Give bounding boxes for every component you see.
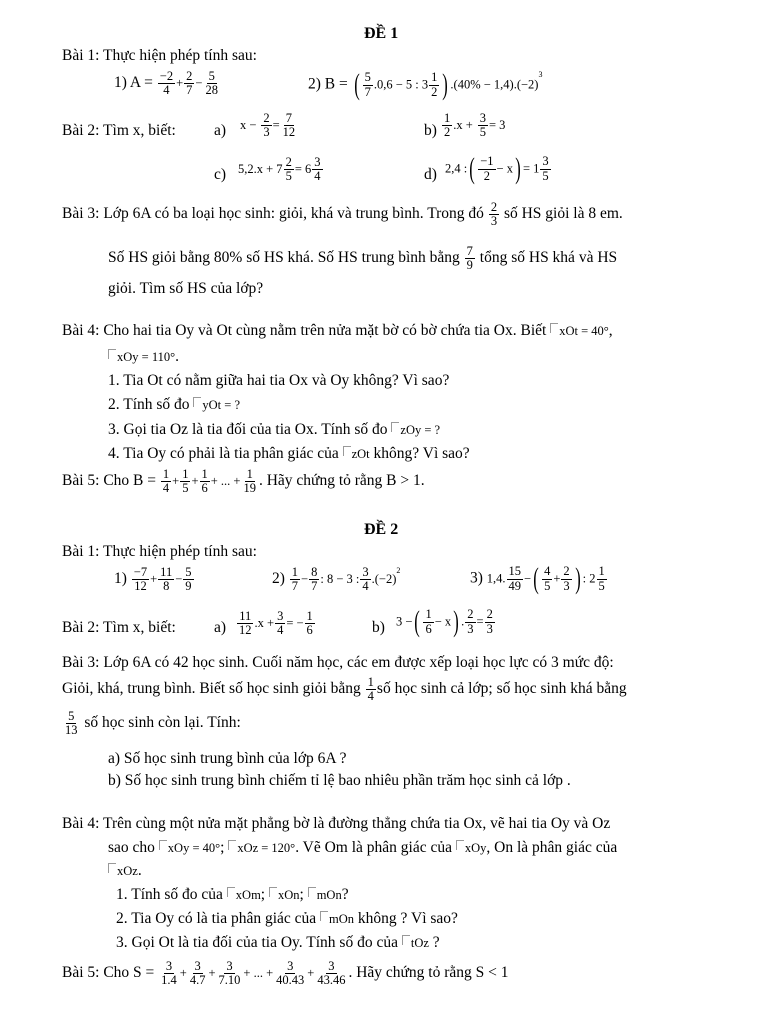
de2-bai3-line1: Bài 3: Lớp 6A có 42 học sinh. Cuối năm học, các em được xếp loại học lực có 3 mức độ: bbox=[62, 654, 614, 671]
angle-symbol: xOm bbox=[227, 888, 261, 902]
fraction: $\frac{3}{5}$ bbox=[542, 154, 549, 183]
de2-bai3-qa: a) Số học sinh trung bình của lớp 6A ? bbox=[108, 750, 347, 767]
fraction: $\frac{2}{3}$ bbox=[486, 607, 493, 636]
fraction: $\frac{5}{7}$ bbox=[364, 70, 371, 99]
fraction: $\frac{8}{7}$ bbox=[311, 565, 318, 594]
de1-bai2-b-label: b) bbox=[424, 122, 437, 139]
fraction: $\frac{15}{49}$ bbox=[508, 564, 522, 593]
fraction: $\frac{5}{28}$ bbox=[205, 69, 218, 98]
de1-bai5: Bài 5: Cho B = $\frac{1}{4}$ + $\frac{1}{5}$ + $\frac{1}{6}$ + ... + $\frac{1}{19}$ . Hãy chứng tỏ rằng B > 1. bbox=[62, 467, 425, 496]
de2-bai2-b: 3 −( $\frac{1}{6}$ − x) . $\frac{2}{3}$ = $\frac{2}{3}$ bbox=[396, 605, 493, 638]
de1-bai3-line2: Số HS giỏi bằng 80% số HS khá. Số HS trung bình bằng $\frac{7}{9}$ tổng số HS khá và HS bbox=[108, 244, 618, 273]
fraction: $\frac{3}{43.46}$ bbox=[317, 959, 346, 988]
fraction: $\frac{3}{4}$ bbox=[362, 565, 369, 594]
de1-bai1-part1: 1) A = $\frac{-2}{4}$ + $\frac{2}{7}$ − $\frac{5}{28}$ bbox=[114, 69, 218, 98]
de1-bai2-d: 2,4 :( $\frac{-1}{2}$ − x) = 1 $\frac{3}{5}$ bbox=[445, 152, 549, 185]
de2-bai1-part1: 1) $\frac{-7}{12}$ + $\frac{11}{8}$ − $\frac{5}{9}$ bbox=[114, 565, 192, 594]
fraction: $\frac{-2}{4}$ bbox=[159, 69, 174, 98]
angle-symbol: mOn bbox=[320, 912, 354, 926]
de1-bai2-c: 5,2.x + 7 $\frac{2}{5}$ = 6 $\frac{3}{4}$ bbox=[238, 155, 321, 184]
de1-bai3-line3: giỏi. Tìm số HS của lớp? bbox=[108, 280, 264, 297]
fraction: $\frac{2}{7}$ bbox=[186, 69, 193, 98]
fraction: $\frac{3}{4.7}$ bbox=[189, 959, 206, 988]
de1-bai2-a: x − $\frac{2}{3}$ = $\frac{7}{12}$ bbox=[240, 111, 296, 140]
de2-bai2-a: $\frac{11}{12}$ .x + $\frac{3}{4}$ = − $\frac{1}{6}$ bbox=[239, 609, 313, 638]
fraction: $\frac{3}{1.4}$ bbox=[161, 959, 177, 988]
fraction: $\frac{3}{4}$ bbox=[314, 155, 321, 184]
de1-bai3-line1: Bài 3: Lớp 6A có ba loại học sinh: giỏi, khá và trung bình. Trong đó $\frac{2}{3}$ số HS giỏi là 8 em. bbox=[62, 200, 623, 229]
de2-bai1-part3: 3) 1,4. $\frac{15}{49}$ −( $\frac{4}{5}$ + $\frac{2}{3}$ ) : 2 $\frac{1}{5}$ bbox=[470, 562, 605, 595]
angle-symbol: xOt = 40° bbox=[550, 324, 609, 338]
de1-bai4-line1: Bài 4: Cho hai tia Oy và Ot cùng nằm trên nửa mặt bờ có bờ chứa tia Ox. Biết xOt = 40°, bbox=[62, 322, 613, 339]
fraction: $\frac{1}{5}$ bbox=[182, 467, 189, 496]
fraction: $\frac{5}{9}$ bbox=[185, 565, 192, 594]
angle-symbol: tOz bbox=[402, 936, 429, 950]
de2-bai4-line2: sao cho xOy = 40°; xOz = 120°. Vẽ Om là phân giác của xOy, On là phân giác của bbox=[108, 839, 618, 856]
de1-bai2-c-label: c) bbox=[214, 166, 227, 183]
de1-bai2-d-label: d) bbox=[424, 166, 437, 183]
de1-bai4-q2: 2. Tính số đo yOt = ? bbox=[108, 396, 241, 413]
de1-bai2-label: Bài 2: Tìm x, biết: bbox=[62, 122, 176, 139]
fraction: $\frac{1}{6}$ bbox=[306, 609, 313, 638]
fraction: $\frac{2}{3}$ bbox=[263, 111, 270, 140]
fraction: $\frac{3}{4}$ bbox=[277, 609, 284, 638]
de2-bai3-line3: $\frac{5}{13}$ số học sinh còn lại. Tính: bbox=[65, 709, 241, 738]
fraction: $\frac{1}{19}$ bbox=[243, 467, 256, 496]
fraction: $\frac{5}{13}$ bbox=[65, 709, 78, 738]
fraction: $\frac{2}{5}$ bbox=[285, 155, 292, 184]
angle-symbol: mOn bbox=[308, 888, 342, 902]
fraction: $\frac{1}{4}$ bbox=[162, 467, 170, 496]
de2-bai4-q2: 2. Tia Oy có là tia phân giác của mOn không ? Vì sao? bbox=[116, 910, 458, 927]
de2-bai1-part2: 2) $\frac{1}{7}$ − $\frac{8}{7}$ : 8 − 3 : $\frac{3}{4}$ $.(-2)^2$ bbox=[272, 565, 401, 594]
angle-symbol: xOz = 120° bbox=[228, 841, 295, 855]
de1-bai4-q3: 3. Gọi tia Oz là tia đối của tia Ox. Tính số đo zOy = ? bbox=[108, 421, 441, 438]
de2-bai3-line2: Giỏi, khá, trung bình. Biết số học sinh giỏi bằng $\frac{1}{4}$ số học sinh cả lớp; số học sinh khá bằng bbox=[62, 675, 627, 704]
angle-symbol: xOy bbox=[456, 841, 487, 855]
fraction: $\frac{7}{12}$ bbox=[282, 111, 296, 140]
fraction: $\frac{3}{40.43}$ bbox=[276, 959, 305, 988]
de2-title: ĐỀ 2 bbox=[364, 521, 399, 538]
de2-bai1-label: Bài 1: Thực hiện phép tính sau: bbox=[62, 543, 257, 560]
de2-bai2-a-label: a) bbox=[214, 619, 227, 636]
fraction: $\frac{1}{6}$ bbox=[425, 607, 432, 636]
de1-bai4-q4: 4. Tia Oy có phải là tia phân giác của zOt không? Vì sao? bbox=[108, 445, 470, 462]
fraction: $\frac{1}{2}$ bbox=[431, 70, 438, 99]
angle-symbol: zOt bbox=[343, 447, 370, 461]
de1-bai1-label: Bài 1: Thực hiện phép tính sau: bbox=[62, 47, 257, 64]
angle-symbol: xOy = 40° bbox=[159, 841, 220, 855]
de1-bai2-a-label: a) bbox=[214, 122, 227, 139]
de1-title: ĐỀ 1 bbox=[364, 25, 399, 42]
fraction: $\frac{7}{9}$ bbox=[466, 244, 473, 273]
fraction: $\frac{2}{3}$ bbox=[563, 564, 570, 593]
de1-bai1-part2: 2) B = ( $\frac{5}{7}$ .0,6 − 5 : 3 $\frac{1}{2}$ ) $.(40\% - 1,4).(-2)^3$ bbox=[308, 68, 543, 101]
fraction: $\frac{11}{8}$ bbox=[160, 565, 173, 594]
de2-bai4-line3: xOz. bbox=[108, 862, 142, 881]
fraction: $\frac{3}{7.10}$ bbox=[218, 959, 241, 988]
fraction: $\frac{4}{5}$ bbox=[544, 564, 551, 593]
fraction: $\frac{2}{3}$ bbox=[490, 200, 498, 229]
angle-symbol: xOn bbox=[269, 888, 300, 902]
de2-bai2-label: Bài 2: Tìm x, biết: bbox=[62, 619, 176, 636]
de2-bai5: Bài 5: Cho S = $\frac{3}{1.4}$ + $\frac{3}{4.7}$ + $\frac{3}{7.10}$ + ... + $\frac{3}{40.43}$ + $\frac{3}{43.46}$ . Hãy chứng tỏ rằng S < 1 bbox=[62, 959, 509, 988]
de2-bai4-q3: 3. Gọi Ot là tia đối của tia Oy. Tính số đo của tOz ? bbox=[116, 934, 440, 951]
fraction: $\frac{-1}{2}$ bbox=[480, 154, 494, 183]
de1-bai4-q1: 1. Tia Ot có nằm giữa hai tia Ox và Oy không? Vì sao? bbox=[108, 372, 450, 389]
fraction: $\frac{2}{3}$ bbox=[467, 607, 474, 636]
fraction: $\frac{3}{5}$ bbox=[479, 111, 486, 140]
de2-bai2-b-label: b) bbox=[372, 619, 385, 636]
fraction: $\frac{1}{7}$ bbox=[291, 565, 299, 594]
de2-bai3-qb: b) Số học sinh trung bình chiếm tỉ lệ bao nhiêu phần trăm học sinh cả lớp . bbox=[108, 772, 571, 789]
fraction: $\frac{1}{2}$ bbox=[444, 111, 451, 140]
angle-symbol: zOy = ? bbox=[391, 423, 440, 437]
fraction: $\frac{11}{12}$ bbox=[239, 609, 252, 638]
angle-symbol: xOz bbox=[108, 864, 138, 878]
de1-bai2-b: $\frac{1}{2}$ .x + $\frac{3}{5}$ = 3 bbox=[444, 111, 506, 140]
fraction: $\frac{-7}{12}$ bbox=[133, 565, 148, 594]
fraction: $\frac{1}{5}$ bbox=[598, 564, 605, 593]
fraction: $\frac{1}{4}$ bbox=[367, 675, 374, 704]
de1-bai4-line2: xOy = 110°. bbox=[108, 348, 179, 367]
fraction: $\frac{1}{6}$ bbox=[201, 467, 208, 496]
angle-symbol: xOy = 110° bbox=[108, 350, 175, 364]
angle-symbol: yOt = ? bbox=[193, 398, 240, 412]
de2-bai4-q1: 1. Tính số đo của xOm; xOn; mOn? bbox=[116, 886, 349, 903]
de2-bai4-line1: Bài 4: Trên cùng một nửa mặt phẳng bờ là đường thẳng chứa tia Ox, vẽ hai tia Oy và Oz bbox=[62, 815, 611, 832]
